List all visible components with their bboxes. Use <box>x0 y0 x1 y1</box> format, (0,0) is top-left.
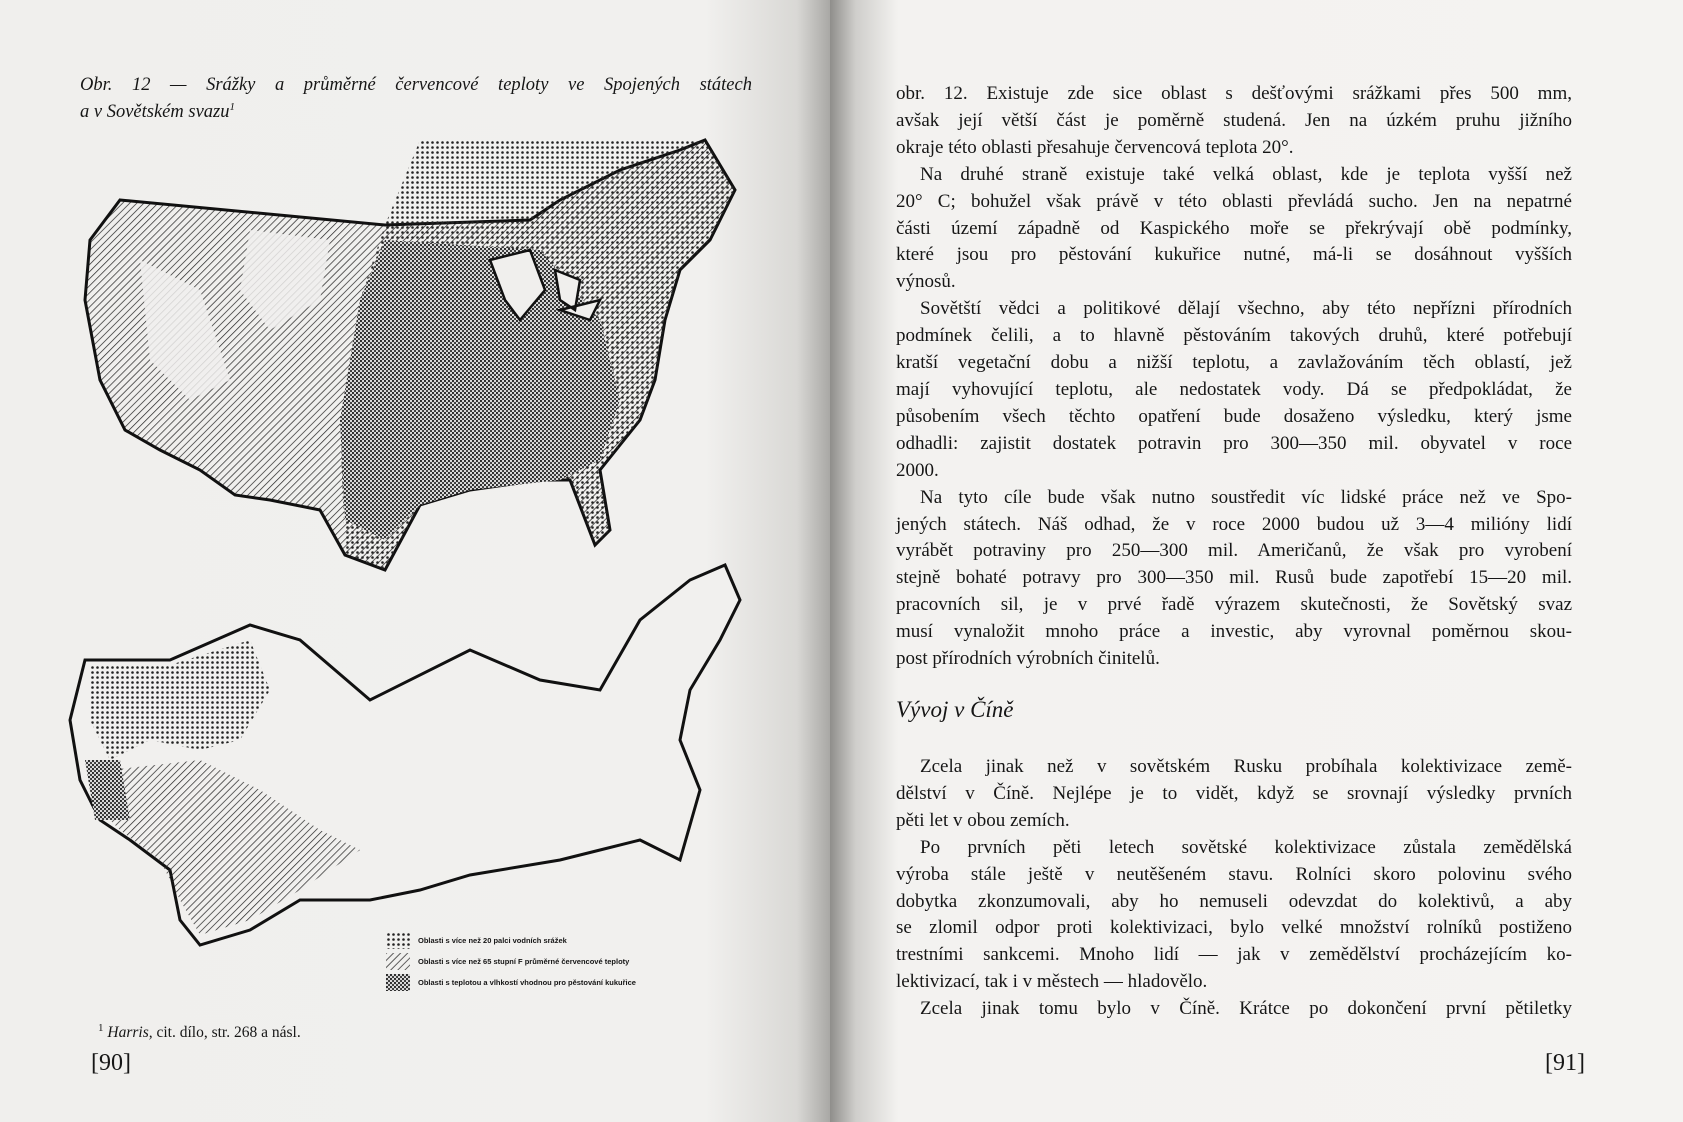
crosshatch-pattern-icon <box>386 974 410 991</box>
text-line: se zlomil odpor proti kolektivizaci, bylo velké množství rolníků postiženo <box>896 917 1572 939</box>
body-text-section-2 <box>896 754 1572 1023</box>
text-line: stejně bohaté potravy pro 300—350 mil. Rusů bude zapotřebí 15—20 mil. <box>896 567 1572 589</box>
text-line: Na druhé straně existuje také velká oblast, kde je teplota vyšší než <box>920 163 1572 185</box>
text-line: 2000. <box>896 459 939 481</box>
text-line: Sovětští vědci a politikové dělají všechno, aby této nepřízni přírodních <box>920 298 1572 320</box>
dots-pattern-icon <box>386 932 410 949</box>
text-line: obr. 12. Existuje zde sice oblast s dešťovými srážkami přes 500 mm, <box>896 83 1572 104</box>
text-line: pěti let v obou zemích. <box>896 809 1070 831</box>
footnote-text: cit. dílo, str. 268 a násl. <box>156 1024 301 1042</box>
legend-item-cross <box>386 972 686 993</box>
text-line: mají vyhovující teplotu, ale nedostatek vody. Dá se předpokládat, že <box>896 378 1572 400</box>
text-line: Zcela jinak než v sovětském Rusku probíhala kolektivizace země- <box>920 756 1572 777</box>
text-line: výroba stále ještě v neutěšeném stavu. Rolníci skoro polovinu svého <box>896 863 1572 885</box>
page-number-right: [91] <box>1545 1050 1585 1076</box>
text-line: části území západně od Kaspického moře se překrývají obě podmínky, <box>896 217 1572 239</box>
text-line: podmínek čelili, a to hlavně pěstováním takových druhů, které potřebují <box>896 325 1572 347</box>
footnote-mark: 1 <box>229 101 235 113</box>
legend-label: Oblasti s více než 20 palci vodních srážek <box>418 936 567 945</box>
legend-item-dots <box>386 930 686 951</box>
map-figure <box>0 0 830 1010</box>
legend-item-hatch <box>386 951 686 972</box>
text-line: vyrábět potraviny pro 250—300 mil. Američanů, že však pro vyrobení <box>896 540 1572 562</box>
text-line: 20° C; bohužel však právě v této oblasti převládá sucho. Jen na nepatrné <box>896 190 1572 212</box>
text-line: pracovních sil, je v prvé řadě výrazem skutečnosti, že Sovětský svaz <box>896 594 1572 616</box>
legend-label: Oblasti s teplotou a vlhkostí vhodnou pro pěstování kukuřice <box>418 978 636 987</box>
text-line: působením všech těchto opatření bude dosaženo výsledku, který jsme <box>896 405 1572 427</box>
text-line: post přírodních výrobních činitelů. <box>896 648 1160 670</box>
footnote <box>98 1022 301 1042</box>
map-legend <box>386 930 686 993</box>
legend-label: Oblasti s více než 65 stupní F průměrné červencové teploty <box>418 957 630 966</box>
hatch-pattern-icon <box>386 953 410 970</box>
text-line: lektivizací, tak i v městech — hladovělo. <box>896 971 1208 993</box>
usa-map <box>85 140 735 570</box>
body-text-section-1 <box>896 81 1572 673</box>
text-line: musí vynaložit mnoho práce a investic, aby vyrovnal poměrnou skou- <box>896 621 1572 643</box>
section-heading: Vývoj v Číně <box>896 697 1014 722</box>
footnote-mark: 1 <box>98 1022 104 1034</box>
text-line: jených státech. Náš odhad, že v roce 2000 budou už 3—4 milióny lidí <box>896 513 1572 535</box>
text-line: které jsou pro pěstování kukuřice nutné, má-li se dosáhnout vyšších <box>896 244 1572 266</box>
text-line: Po prvních pěti letech sovětské kolektivizace zůstala zemědělská <box>920 836 1572 858</box>
text-line: kratší vegetační dobu a nižší teplotu, a zavlažováním těch oblastí, jež <box>896 352 1572 374</box>
caption-line: Obr. 12 — Srážky a průměrné červencové teploty ve Spojených státech <box>80 75 752 95</box>
text-line: avšak její větší část je poměrně studená. Jen na úzkém pruhu jižního <box>896 109 1572 131</box>
text-line: výnosů. <box>896 271 956 293</box>
text-line: trestními sankcemi. Mnoho lidí — jak v zemědělství procházejícím ko- <box>896 944 1572 966</box>
ussr-outline <box>70 565 740 945</box>
page-number-left: [90] <box>91 1050 131 1076</box>
text-line: Na tyto cíle bude však nutno soustředit víc lidské práce než ve Spo- <box>920 486 1572 508</box>
ussr-map <box>70 565 740 945</box>
text-line: okraje této oblasti přesahuje červencová teplota 20°. <box>896 136 1294 158</box>
text-line: Zcela jinak tomu bylo v Číně. Krátce po dokončení první pětiletky <box>920 998 1572 1020</box>
text-line: odhadli: zajistit dostatek potravin pro 300—350 mil. obyvatel v roce <box>896 432 1572 454</box>
footnote-author: Harris, <box>107 1024 153 1042</box>
text-line: dobytka zkonzumovali, aby ho nemuseli odevzdat do kolektivů, a aby <box>896 890 1572 912</box>
text-line: dělství v Číně. Nejlépe je to vidět, když se srovnají výsledky prvních <box>896 782 1572 804</box>
caption-line-text: a v Sovětském svazu <box>80 102 230 123</box>
